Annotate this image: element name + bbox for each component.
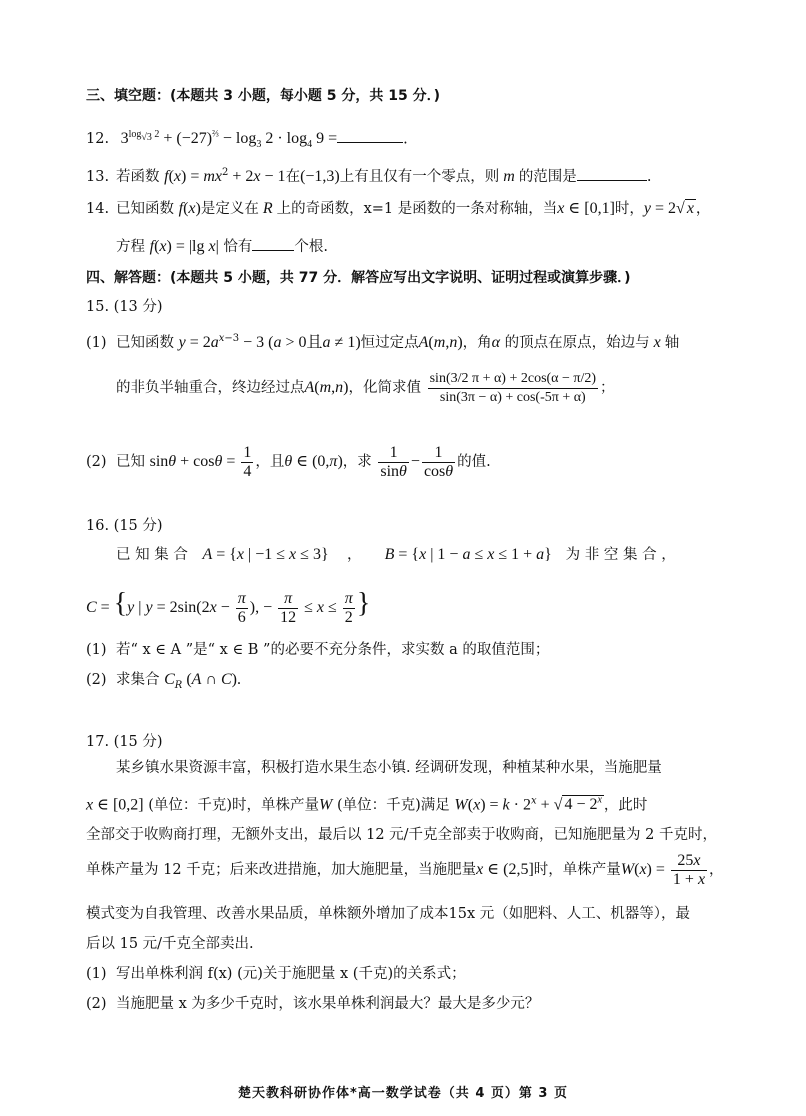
question-16-part1: (1) 若“ x ∈ A ”是“ x ∈ B ”的必要不充分条件，求实数 a 的取值范围； xyxy=(86,642,550,658)
question-14: 14. 已知函数 f(x)是定义在 R 上的奇函数，x=1 是函数的一条对称轴，当x ∈ [0,1]时，y = 2√ x ， xyxy=(86,200,711,217)
question-16-header: 16. (15 分) xyxy=(86,518,163,534)
section4-heading: 四、解答题：(本题共 5 小题，共 77 分．解答应写出文字说明、证明过程或演算步骤．) xyxy=(86,270,631,286)
answer-blank-12[interactable] xyxy=(337,128,403,143)
question-16-line1: 已 知 集 合 A = {x | −1 ≤ x ≤ 3} ， B = {x | 1 − a ≤ x ≤ 1 + a} 为 非 空 集 合 ， xyxy=(116,546,676,563)
question-15-part2: (2) 已知 sinθ + cosθ = $\frac{1}{4}$ ，且θ ∈ (0,π)，求 $\frac{1}{\sin\theta}$ − $\frac{1}{\cos\theta}$ 的值. xyxy=(86,443,491,480)
question-15-header: 15. (13 分) xyxy=(86,299,163,315)
trig-fraction: $\frac{\sin(3/2 \pi + \alpha) + 2\cos(\alpha - \pi/2)}{\sin(3\pi - \alpha) + \cos(-5\pi + \alpha)}$ xyxy=(429,370,597,405)
question-17-line3: 全部交于收购商打理，无额外支出，最后以 12 元/千克全部卖于收购商，已知施肥量为 2 千克时， xyxy=(86,827,717,843)
question-17-line1: 某乡镇水果资源丰富，积极打造水果生态小镇. 经调研发现，种植某种水果，当施肥量 xyxy=(116,760,662,776)
answer-blank-14[interactable] xyxy=(252,236,294,251)
question-16-set-C: C = {y | y = 2sin(2x − $\frac{\pi}{6}$ ), − $\frac{\pi}{12}$ ≤ x ≤ $\frac{\pi}{2}$ } xyxy=(86,588,371,626)
answer-blank-13[interactable] xyxy=(577,166,647,181)
question-17-line4: 单株产量为 12 千克；后来改进措施，加大施肥量，当施肥量x ∈ (2,5]时，单株产量W(x) = $\frac{25x}{1 + x}$ ， xyxy=(86,851,724,888)
question-16-part2: (2) 求集合 $C_R$ (A ∩ C). xyxy=(86,671,241,691)
question-17-line5: 模式变为自我管理、改善水果品质，单株额外增加了成本15x 元（如肥料、人工、机器等），最 xyxy=(86,906,690,922)
question-17-header: 17. (15 分) xyxy=(86,734,163,750)
question-14-line2: 方程 f(x) = |lg x| 恰有 个根. xyxy=(116,238,329,255)
question-15-part1-line2: 的非负半轴重合，终边经过点A(m,n)，化简求值 $\frac{\sin(3/2 \pi + \alpha) + 2\cos(\alpha - \pi/2)}{\sin(3\pi - \alpha) + \cos(-5\pi + \alpha)}$ ； xyxy=(116,370,615,405)
question-12: 12. $3^{log_{√3} 2} + (-27)^{\frac{2}{3}} - \log_3 2 \cdot \log_4 9$ = . xyxy=(86,129,408,151)
question-17-part2: (2) 当施肥量 x 为多少千克时，该水果单株利润最大？最大是多少元？ xyxy=(86,996,540,1012)
page-footer: 楚天教科研协作体*高一数学试卷（共 4 页）第 3 页 xyxy=(238,1086,568,1101)
question-17-part1: (1) 写出单株利润 f(x) (元)关于施肥量 x (千克)的关系式； xyxy=(86,966,466,982)
section3-heading: 三、填空题：(本题共 3 小题，每小题 5 分，共 15 分．) xyxy=(86,88,441,104)
question-15-part1: (1) 已知函数 $y = 2a^{x-3} - 3$ (a > 0且a ≠ 1)恒过定点A(m,n)，角α 的顶点在原点，始边与 x 轴 xyxy=(86,333,680,351)
question-17-line6: 后以 15 元/千克全部卖出. xyxy=(86,936,254,952)
question-17-line2: x ∈ [0,2] (单位：千克)时，单株产量W (单位：千克)满足 $W(x) = k \cdot 2^x$ + √ $4 - 2^x$ ，此时 xyxy=(86,795,648,814)
question-13: 13. 若函数 $f(x) = mx^2 + 2x - 1$在(−1,3)上有且仅有一个零点，则 m 的范围是 . xyxy=(86,167,652,185)
